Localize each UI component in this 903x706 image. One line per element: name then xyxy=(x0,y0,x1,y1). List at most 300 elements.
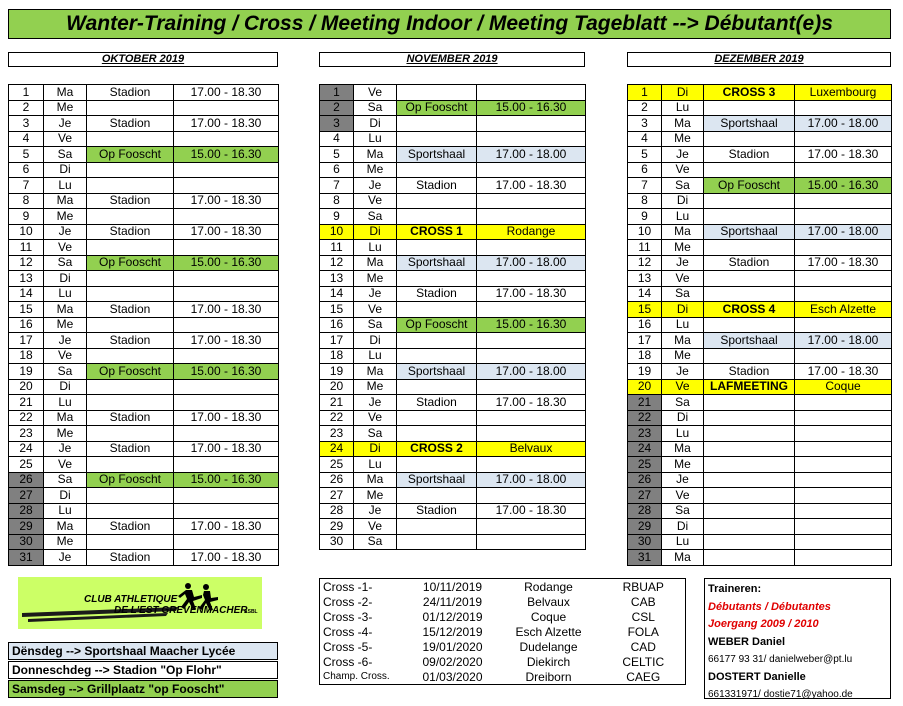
cross-place: Dudelange xyxy=(519,639,578,654)
day-number: 3 xyxy=(628,116,662,132)
venue xyxy=(704,410,795,426)
weekday: Lu xyxy=(354,457,397,473)
venue: Op Fooscht xyxy=(87,472,174,488)
weekday: Sa xyxy=(44,472,87,488)
day-number: 5 xyxy=(628,147,662,163)
venue xyxy=(87,534,174,550)
cross-club: CSL xyxy=(631,609,655,624)
time: 17.00 - 18.30 xyxy=(174,333,279,349)
cross-date: 01/03/2020 xyxy=(422,669,483,684)
day-number: 13 xyxy=(9,271,44,287)
weekday: Me xyxy=(354,271,397,287)
time: Esch Alzette xyxy=(795,302,892,318)
coach2-name: DOSTERT Danielle xyxy=(708,670,806,683)
day-number: 4 xyxy=(320,131,354,147)
venue xyxy=(87,286,174,302)
table-row xyxy=(628,348,892,364)
venue: CROSS 3 xyxy=(704,85,795,101)
table-row xyxy=(628,224,892,240)
table-row xyxy=(9,271,279,287)
time: 17.00 - 18.30 xyxy=(174,85,279,101)
table-row xyxy=(9,162,279,178)
weekday: Ve xyxy=(354,193,397,209)
table-row xyxy=(320,85,586,101)
coaches-years: Joergang 2009 / 2010 xyxy=(708,618,819,630)
weekday: Ve xyxy=(662,162,704,178)
table-row xyxy=(9,85,279,101)
weekday: Sa xyxy=(354,209,397,225)
venue xyxy=(87,395,174,411)
venue: Stadion xyxy=(397,178,477,194)
time: 17.00 - 18.30 xyxy=(174,519,279,535)
venue: Op Fooscht xyxy=(87,147,174,163)
day-number: 24 xyxy=(628,441,662,457)
weekday: Lu xyxy=(662,100,704,116)
table-row xyxy=(9,472,279,488)
cross-schedule-table xyxy=(319,578,686,685)
day-number: 22 xyxy=(9,410,44,426)
weekday: Ma xyxy=(662,550,704,566)
table-row xyxy=(628,209,892,225)
time: 15.00 - 16.30 xyxy=(477,100,586,116)
weekday: Di xyxy=(662,410,704,426)
cross-name: Champ. Cross. xyxy=(323,670,390,682)
venue xyxy=(704,472,795,488)
time xyxy=(795,457,892,473)
venue xyxy=(704,534,795,550)
day-number: 23 xyxy=(628,426,662,442)
table-row xyxy=(320,654,686,669)
weekday: Di xyxy=(354,441,397,457)
day-number: 11 xyxy=(628,240,662,256)
weekday: Di xyxy=(354,116,397,132)
weekday: Sa xyxy=(662,286,704,302)
table-row xyxy=(320,178,586,194)
weekday: Ma xyxy=(662,333,704,349)
table-row xyxy=(628,116,892,132)
weekday: Me xyxy=(662,131,704,147)
venue: CROSS 1 xyxy=(397,224,477,240)
table-row xyxy=(628,100,892,116)
day-number: 18 xyxy=(628,348,662,364)
day-number: 1 xyxy=(320,85,354,101)
weekday: Je xyxy=(44,550,87,566)
weekday: Sa xyxy=(354,534,397,550)
table-row xyxy=(320,240,586,256)
table-row xyxy=(320,609,686,624)
weekday: Lu xyxy=(662,534,704,550)
day-number: 28 xyxy=(628,503,662,519)
weekday: Ma xyxy=(354,147,397,163)
time xyxy=(174,286,279,302)
venue: Stadion xyxy=(87,550,174,566)
venue xyxy=(704,503,795,519)
venue xyxy=(704,457,795,473)
day-number: 18 xyxy=(320,348,354,364)
weekday: Sa xyxy=(44,364,87,380)
day-number: 8 xyxy=(628,193,662,209)
weekday: Ma xyxy=(44,85,87,101)
weekday: Ma xyxy=(662,441,704,457)
time: 17.00 - 18.30 xyxy=(174,441,279,457)
weekday: Ma xyxy=(354,364,397,380)
table-row xyxy=(320,147,586,163)
time: 17.00 - 18.30 xyxy=(174,550,279,566)
cross-name: Cross -1- xyxy=(323,579,373,594)
weekday: Sa xyxy=(354,426,397,442)
venue xyxy=(87,503,174,519)
weekday: Ve xyxy=(662,379,704,395)
time xyxy=(795,441,892,457)
day-number: 17 xyxy=(9,333,44,349)
time xyxy=(174,162,279,178)
time xyxy=(174,271,279,287)
time xyxy=(174,534,279,550)
day-number: 23 xyxy=(9,426,44,442)
table-row xyxy=(628,255,892,271)
weekday: Lu xyxy=(44,395,87,411)
weekday: Me xyxy=(662,457,704,473)
day-number: 12 xyxy=(9,255,44,271)
venue xyxy=(87,348,174,364)
time xyxy=(174,317,279,333)
day-number: 1 xyxy=(9,85,44,101)
day-number: 19 xyxy=(628,364,662,380)
day-number: 5 xyxy=(320,147,354,163)
time xyxy=(795,271,892,287)
table-row xyxy=(628,333,892,349)
day-number: 9 xyxy=(628,209,662,225)
time: 15.00 - 16.30 xyxy=(174,255,279,271)
day-number: 22 xyxy=(628,410,662,426)
day-number: 10 xyxy=(9,224,44,240)
venue: Op Fooscht xyxy=(87,364,174,380)
day-number: 26 xyxy=(628,472,662,488)
table-row xyxy=(628,271,892,287)
cross-date: 15/12/2019 xyxy=(422,624,483,639)
venue: Op Fooscht xyxy=(397,100,477,116)
table-row xyxy=(320,209,586,225)
table-row xyxy=(628,364,892,380)
day-number: 6 xyxy=(628,162,662,178)
weekday: Je xyxy=(354,286,397,302)
weekday: Ve xyxy=(662,488,704,504)
time: 15.00 - 16.30 xyxy=(174,147,279,163)
day-number: 30 xyxy=(9,534,44,550)
time xyxy=(795,534,892,550)
venue xyxy=(87,162,174,178)
venue xyxy=(704,209,795,225)
day-number: 3 xyxy=(9,116,44,132)
venue xyxy=(87,457,174,473)
cross-club: CAEG xyxy=(626,669,661,684)
cross-date: 10/11/2019 xyxy=(422,579,483,594)
weekday: Lu xyxy=(354,348,397,364)
table-row xyxy=(320,131,586,147)
venue: Sportshaal xyxy=(397,255,477,271)
venue xyxy=(704,395,795,411)
venue xyxy=(87,488,174,504)
day-number: 25 xyxy=(628,457,662,473)
venue xyxy=(397,348,477,364)
weekday: Di xyxy=(662,519,704,535)
weekday: Ve xyxy=(354,519,397,535)
time xyxy=(477,162,586,178)
table-row xyxy=(9,395,279,411)
time: 17.00 - 18.00 xyxy=(477,472,586,488)
table-row xyxy=(320,426,586,442)
venue xyxy=(704,271,795,287)
table-row xyxy=(628,550,892,566)
day-number: 4 xyxy=(9,131,44,147)
month-header: OKTOBER 2019 xyxy=(8,52,278,67)
runner-logo-icon xyxy=(18,577,262,629)
weekday: Me xyxy=(44,426,87,442)
day-number: 27 xyxy=(9,488,44,504)
day-number: 25 xyxy=(9,457,44,473)
table-row xyxy=(320,100,586,116)
venue xyxy=(87,317,174,333)
table-row xyxy=(9,457,279,473)
cross-date: 09/02/2020 xyxy=(422,654,483,669)
coach1-contact: 66177 93 31/ danielweber@pt.lu xyxy=(708,654,853,665)
weekday: Ma xyxy=(44,519,87,535)
weekday: Sa xyxy=(662,503,704,519)
coaches-heading: Traineren: xyxy=(708,583,762,595)
venue xyxy=(397,534,477,550)
coaches-group: Débutants / Débutantes xyxy=(708,600,831,613)
time xyxy=(477,410,586,426)
table-row xyxy=(628,162,892,178)
cross-club: FOLA xyxy=(627,624,659,639)
weekday: Sa xyxy=(662,395,704,411)
venue xyxy=(397,85,477,101)
venue: Stadion xyxy=(87,519,174,535)
day-number: 16 xyxy=(628,317,662,333)
time xyxy=(477,519,586,535)
weekday: Lu xyxy=(354,131,397,147)
time xyxy=(477,116,586,132)
time xyxy=(477,488,586,504)
time xyxy=(795,100,892,116)
weekday: Ve xyxy=(44,348,87,364)
weekday: Di xyxy=(354,224,397,240)
time: 17.00 - 18.00 xyxy=(795,333,892,349)
time xyxy=(174,426,279,442)
table-row xyxy=(9,410,279,426)
time xyxy=(174,209,279,225)
table-row xyxy=(320,193,586,209)
venue: Stadion xyxy=(397,503,477,519)
day-number: 10 xyxy=(320,224,354,240)
table-row xyxy=(9,348,279,364)
venue: Sportshaal xyxy=(704,116,795,132)
venue xyxy=(397,379,477,395)
venue: LAFMEETING xyxy=(704,379,795,395)
weekday: Me xyxy=(44,317,87,333)
day-number: 12 xyxy=(320,255,354,271)
time: 15.00 - 16.30 xyxy=(795,178,892,194)
day-number: 27 xyxy=(628,488,662,504)
table-row xyxy=(9,131,279,147)
venue xyxy=(397,193,477,209)
time xyxy=(174,131,279,147)
day-number: 14 xyxy=(320,286,354,302)
day-number: 4 xyxy=(628,131,662,147)
time: 17.00 - 18.00 xyxy=(795,116,892,132)
weekday: Je xyxy=(662,364,704,380)
table-row xyxy=(320,639,686,654)
table-row xyxy=(9,116,279,132)
day-number: 30 xyxy=(320,534,354,550)
time xyxy=(174,100,279,116)
time xyxy=(174,457,279,473)
weekday: Me xyxy=(354,162,397,178)
weekday: Ve xyxy=(354,85,397,101)
venue xyxy=(397,519,477,535)
table-row xyxy=(320,457,586,473)
legend-item: Samsdeg --> Grillplaatz "op Fooscht" xyxy=(8,680,278,698)
time: 17.00 - 18.30 xyxy=(795,255,892,271)
time xyxy=(477,302,586,318)
time xyxy=(477,209,586,225)
weekday: Lu xyxy=(44,503,87,519)
venue: Stadion xyxy=(704,147,795,163)
time xyxy=(795,426,892,442)
table-row xyxy=(9,193,279,209)
logo-line1: CLUB ATHLETIQUE xyxy=(84,594,178,605)
weekday: Me xyxy=(662,240,704,256)
table-row xyxy=(9,534,279,550)
table-row xyxy=(320,379,586,395)
time: 17.00 - 18.30 xyxy=(174,224,279,240)
venue: Stadion xyxy=(87,224,174,240)
time xyxy=(795,488,892,504)
table-row xyxy=(9,286,279,302)
venue xyxy=(704,131,795,147)
venue xyxy=(704,426,795,442)
day-number: 11 xyxy=(9,240,44,256)
month-table xyxy=(319,84,586,550)
weekday: Je xyxy=(44,333,87,349)
table-row xyxy=(320,395,586,411)
time: 15.00 - 16.30 xyxy=(477,317,586,333)
day-number: 10 xyxy=(628,224,662,240)
day-number: 15 xyxy=(628,302,662,318)
weekday: Je xyxy=(662,255,704,271)
weekday: Ve xyxy=(354,302,397,318)
table-row xyxy=(320,286,586,302)
day-number: 29 xyxy=(9,519,44,535)
table-row xyxy=(9,503,279,519)
day-number: 19 xyxy=(9,364,44,380)
venue: Stadion xyxy=(87,193,174,209)
venue: Sportshaal xyxy=(397,364,477,380)
venue: CROSS 2 xyxy=(397,441,477,457)
cross-place: Esch Alzette xyxy=(515,624,582,639)
venue xyxy=(704,488,795,504)
table-row xyxy=(628,441,892,457)
table-row xyxy=(320,364,586,380)
table-row xyxy=(320,348,586,364)
table-row xyxy=(9,317,279,333)
venue xyxy=(87,271,174,287)
cross-date: 01/12/2019 xyxy=(422,609,483,624)
venue: Stadion xyxy=(704,255,795,271)
table-row xyxy=(628,147,892,163)
time xyxy=(174,348,279,364)
venue xyxy=(397,271,477,287)
time xyxy=(174,379,279,395)
venue xyxy=(397,162,477,178)
table-row xyxy=(320,488,586,504)
weekday: Je xyxy=(44,116,87,132)
time: 15.00 - 16.30 xyxy=(174,364,279,380)
venue: Op Fooscht xyxy=(87,255,174,271)
day-number: 30 xyxy=(628,534,662,550)
cross-place: Diekirch xyxy=(526,654,571,669)
table-row xyxy=(9,209,279,225)
weekday: Je xyxy=(354,395,397,411)
time: Coque xyxy=(795,379,892,395)
time xyxy=(795,131,892,147)
venue xyxy=(704,550,795,566)
table-row xyxy=(628,379,892,395)
month-table xyxy=(627,84,892,566)
weekday: Sa xyxy=(662,178,704,194)
weekday: Lu xyxy=(662,209,704,225)
day-number: 16 xyxy=(320,317,354,333)
table-row xyxy=(628,85,892,101)
time xyxy=(174,395,279,411)
time xyxy=(795,410,892,426)
time: 17.00 - 18.30 xyxy=(795,364,892,380)
weekday: Me xyxy=(354,488,397,504)
time xyxy=(477,534,586,550)
day-number: 15 xyxy=(9,302,44,318)
venue xyxy=(397,116,477,132)
table-row xyxy=(628,519,892,535)
weekday: Di xyxy=(44,162,87,178)
day-number: 7 xyxy=(9,178,44,194)
table-row xyxy=(628,410,892,426)
day-number: 15 xyxy=(320,302,354,318)
venue xyxy=(397,333,477,349)
cross-name: Cross -3- xyxy=(323,609,373,624)
table-row xyxy=(320,271,586,287)
venue xyxy=(87,100,174,116)
time xyxy=(795,472,892,488)
cross-name: Cross -5- xyxy=(323,639,373,654)
weekday: Ma xyxy=(662,224,704,240)
venue: Stadion xyxy=(397,286,477,302)
day-number: 12 xyxy=(628,255,662,271)
table-row xyxy=(9,364,279,380)
venue xyxy=(704,193,795,209)
weekday: Lu xyxy=(44,286,87,302)
time xyxy=(795,286,892,302)
club-logo xyxy=(18,577,262,629)
cross-place: Rodange xyxy=(524,579,573,594)
venue xyxy=(397,240,477,256)
table-row xyxy=(320,534,586,550)
cross-club: CAD xyxy=(630,639,656,654)
time xyxy=(795,209,892,225)
table-row xyxy=(628,286,892,302)
venue: Stadion xyxy=(87,116,174,132)
day-number: 1 xyxy=(628,85,662,101)
venue xyxy=(87,379,174,395)
